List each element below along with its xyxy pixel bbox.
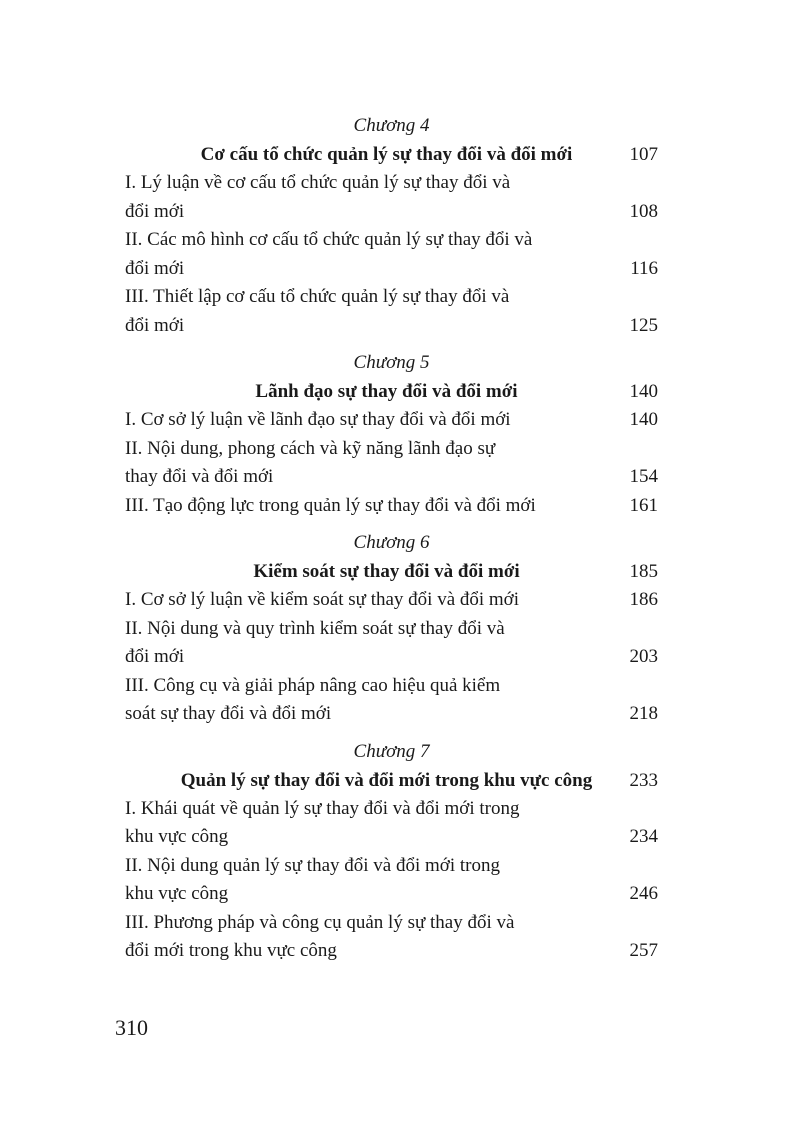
page-number: 203 <box>629 646 658 667</box>
page-number: 246 <box>629 883 658 904</box>
chapter-label: Chương 5 <box>353 352 430 373</box>
page-number: 257 <box>629 940 658 961</box>
entry-line: II. Các mô hình cơ cấu tổ chức quản lý sự thay đổi và <box>125 229 533 250</box>
chapter-label: Chương 6 <box>353 532 430 553</box>
entry-line: đổi mới <box>125 646 185 667</box>
chapter-5 <box>125 348 658 520</box>
toc-entry <box>125 435 658 492</box>
chapter-4 <box>125 111 658 340</box>
toc-entry <box>125 169 658 226</box>
chapter-7 <box>125 737 658 966</box>
entry-line: III. Tạo động lực trong quản lý sự thay đổi và đổi mới <box>125 494 536 516</box>
chapter-label: Chương 7 <box>353 740 430 762</box>
entry-line: đổi mới trong khu vực công <box>125 940 337 961</box>
entry-line: II. Nội dung quản lý sự thay đổi và đổi mới trong <box>125 854 500 876</box>
chapter-title-row <box>125 140 658 169</box>
toc-entry <box>125 586 658 615</box>
entry-line: đổi mới <box>125 200 185 222</box>
toc-entry <box>125 615 658 672</box>
entry-line: khu vực công <box>125 826 229 847</box>
entry-line: thay đổi và đổi mới <box>125 466 274 487</box>
toc-entry <box>125 283 658 340</box>
entry-line: khu vực công <box>125 883 229 904</box>
toc-entry <box>125 226 658 283</box>
chapter-label: Chương 4 <box>353 115 430 136</box>
chapter-title: Quản lý sự thay đổi và đổi mới trong khu vực công <box>180 769 593 791</box>
page-number: 116 <box>630 257 658 279</box>
entry-line: soát sự thay đổi và đổi mới <box>125 703 332 724</box>
page-number: 125 <box>629 314 658 336</box>
table-of-contents <box>125 111 658 966</box>
page-number: 108 <box>629 200 658 222</box>
page-number: 140 <box>629 381 658 402</box>
entry-line: II. Nội dung, phong cách và kỹ năng lãnh đạo sự <box>125 437 496 459</box>
page-number: 185 <box>629 561 658 582</box>
toc-entry <box>125 852 658 909</box>
entry-line: I. Cơ sở lý luận về kiểm soát sự thay đổi và đổi mới <box>125 589 520 610</box>
toc-entry <box>125 406 658 435</box>
page-number: 140 <box>629 409 658 430</box>
chapter-title-row <box>125 766 658 795</box>
entry-line: II. Nội dung và quy trình kiểm soát sự thay đổi và <box>125 617 505 639</box>
chapter-title-row <box>125 557 658 586</box>
entry-line: I. Cơ sở lý luận về lãnh đạo sự thay đổi và đổi mới <box>125 409 511 430</box>
footer-page-number: 310 <box>115 1015 148 1040</box>
chapter-title: Lãnh đạo sự thay đổi và đổi mới <box>255 381 518 402</box>
page-number: 107 <box>629 144 658 165</box>
toc-entry <box>125 909 658 966</box>
page-number: 218 <box>629 703 658 724</box>
page-number: 233 <box>629 769 658 791</box>
toc-entry <box>125 672 658 729</box>
entry-line: đổi mới <box>125 257 185 279</box>
page-number: 161 <box>629 494 658 516</box>
toc-entry <box>125 795 658 852</box>
entry-line: III. Thiết lập cơ cấu tổ chức quản lý sự thay đổi và <box>125 286 510 307</box>
entry-line: III. Công cụ và giải pháp nâng cao hiệu quả kiểm <box>125 674 501 696</box>
chapter-6 <box>125 528 658 729</box>
entry-line: I. Lý luận về cơ cấu tổ chức quản lý sự thay đổi và <box>125 172 511 193</box>
chapter-title: Kiểm soát sự thay đổi và đổi mới <box>253 561 520 582</box>
entry-line: III. Phương pháp và công cụ quản lý sự thay đổi và <box>125 911 515 933</box>
page-number: 186 <box>629 589 658 610</box>
toc-entry <box>125 492 658 521</box>
entry-line: I. Khái quát về quản lý sự thay đổi và đổi mới trong <box>125 797 520 819</box>
page-number: 234 <box>629 826 658 847</box>
chapter-title: Cơ cấu tổ chức quản lý sự thay đổi và đổi mới <box>200 144 573 165</box>
entry-line: đổi mới <box>125 314 185 336</box>
chapter-title-row <box>125 377 658 406</box>
page-number: 154 <box>629 466 658 487</box>
